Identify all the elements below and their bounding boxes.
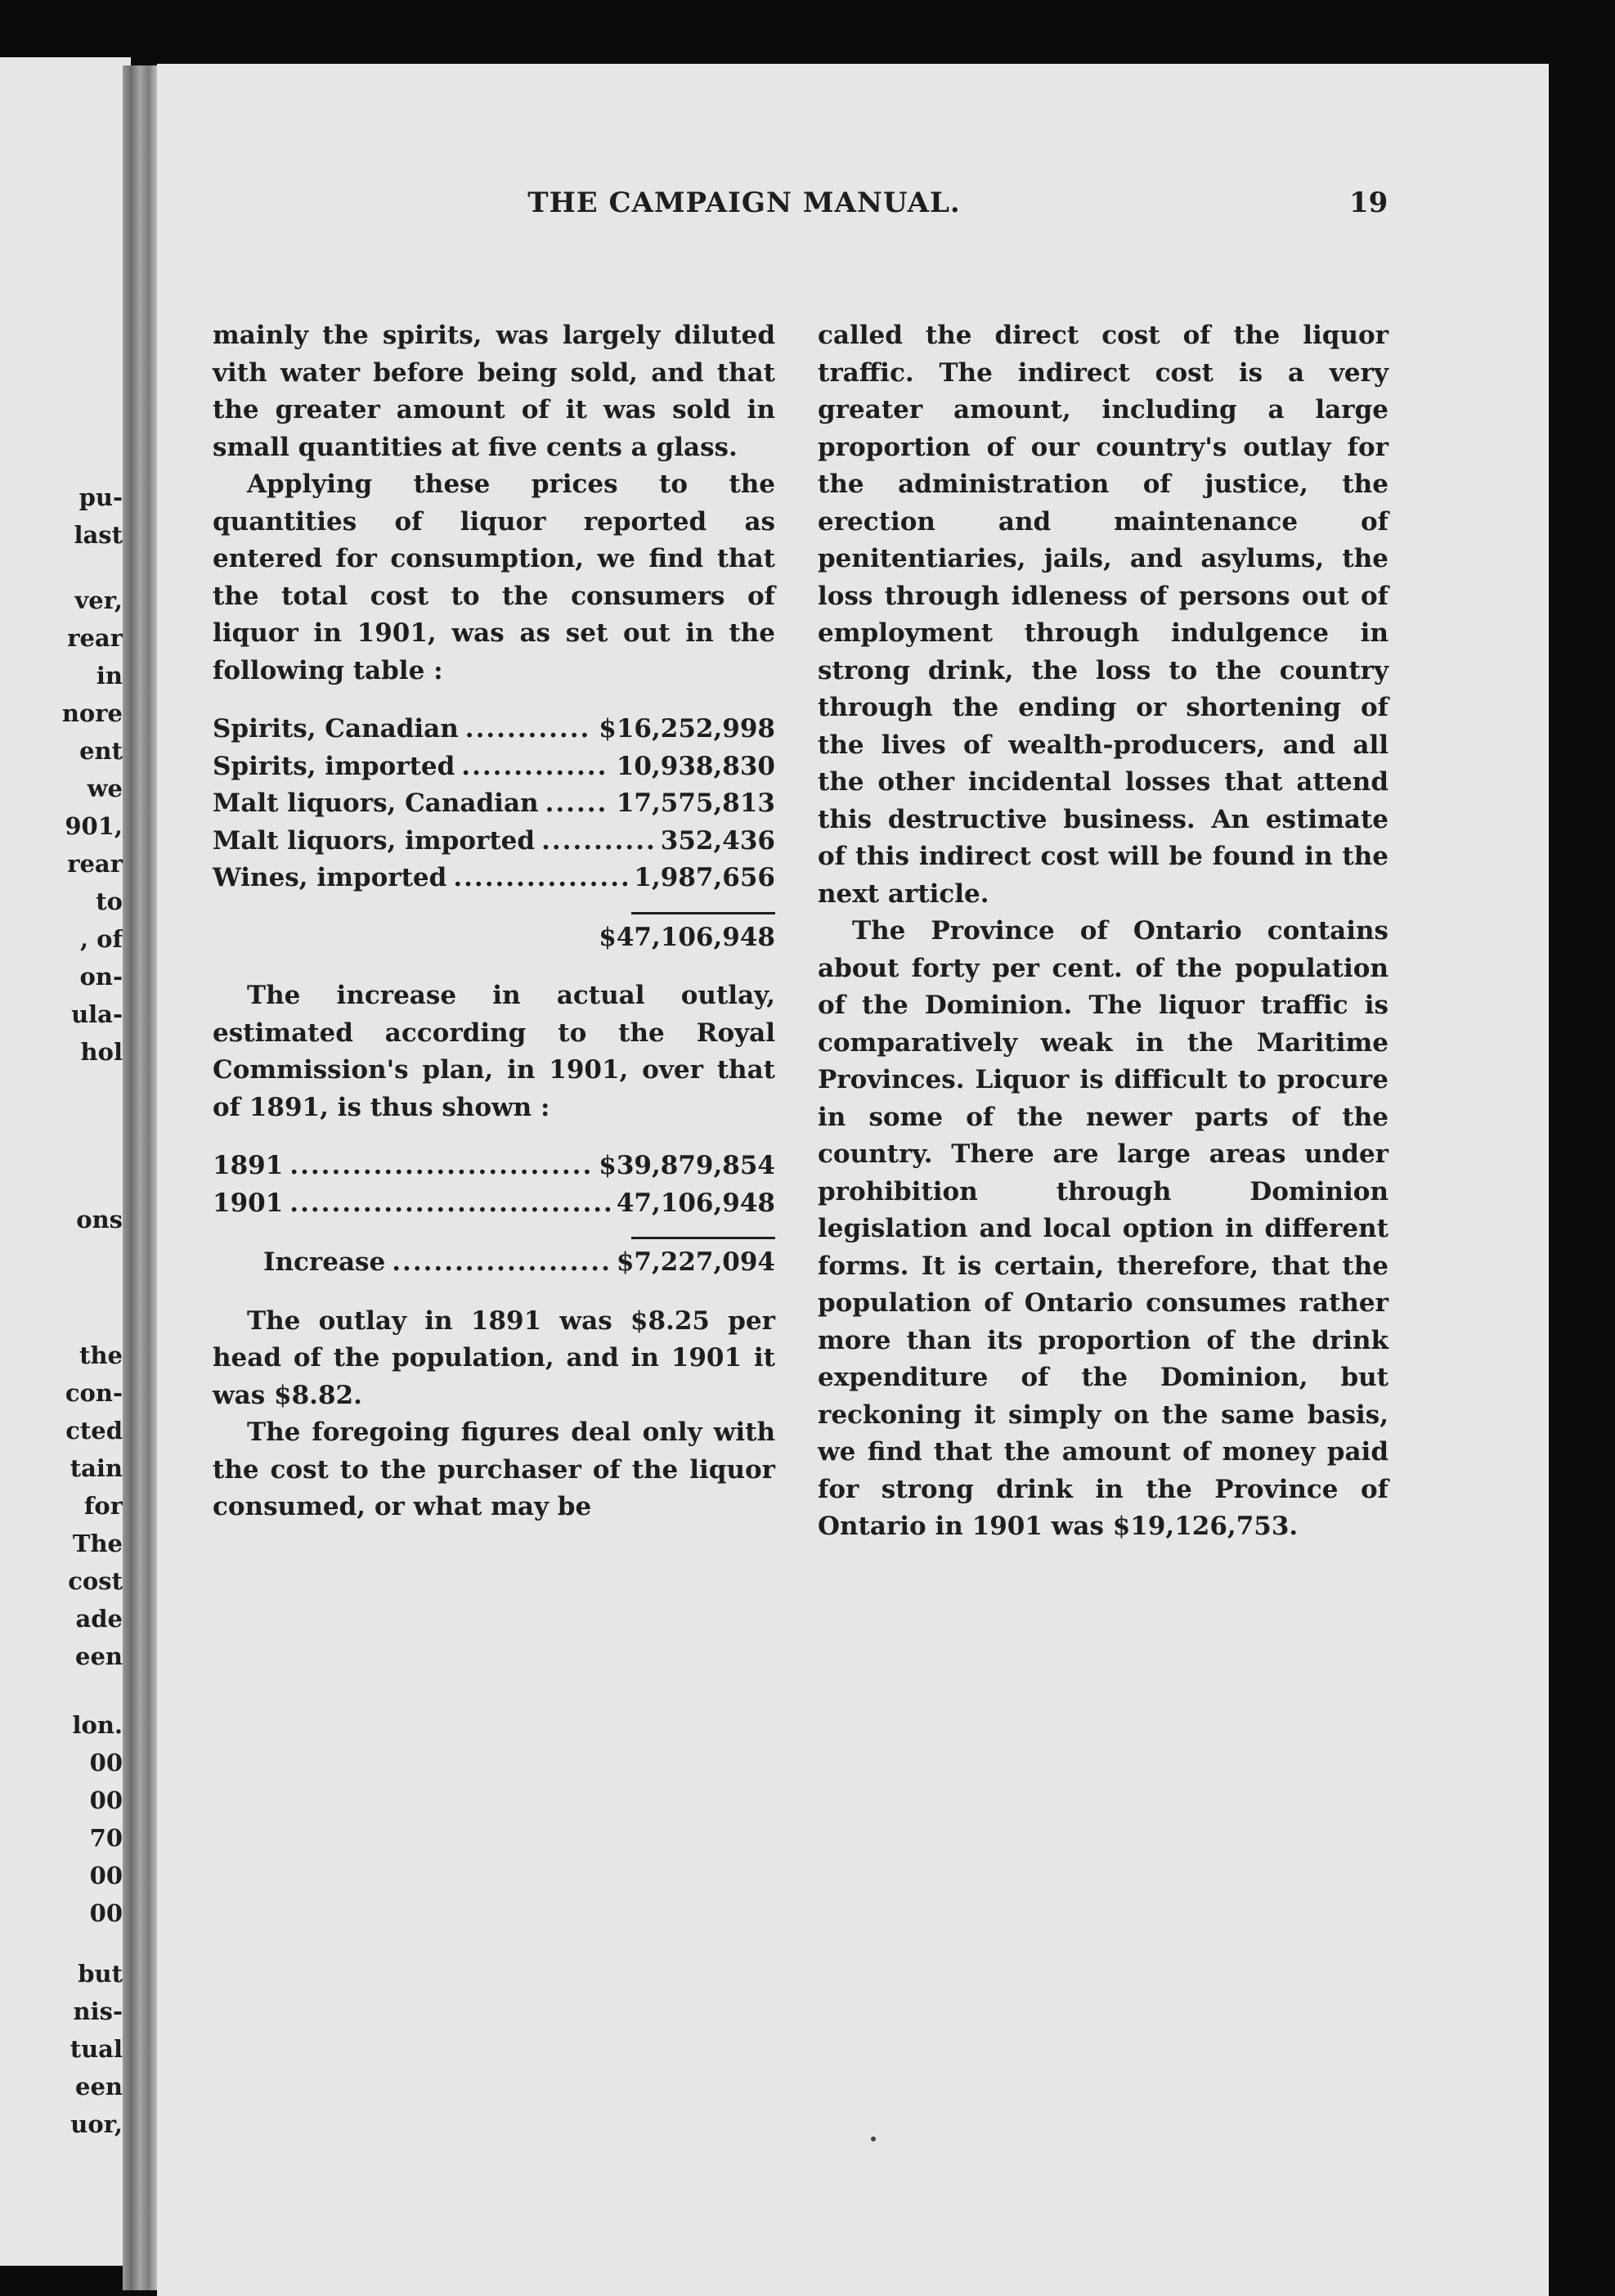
left-fragment-line: in — [96, 662, 123, 690]
left-fragment-line: rear — [67, 624, 123, 652]
row-amount: 1,987,656 — [634, 863, 775, 892]
left-fragment-line: uor, — [70, 2110, 123, 2138]
row-label: 1891 — [213, 1151, 284, 1180]
left-fragment-line: last — [74, 521, 123, 549]
sum-rule — [631, 912, 775, 914]
left-fragment-line: 901, — [65, 812, 123, 840]
left-page-fragment — [0, 57, 131, 2266]
left-fragment-line: to — [96, 887, 123, 915]
left-fragment-line: lon. — [72, 1711, 123, 1739]
left-fragment-line: con- — [65, 1379, 123, 1407]
row-amount: $39,879,854 — [599, 1151, 775, 1180]
paragraph: The foregoing figures deal only with the cost to the purchaser of the liquor consumed, or what may be — [213, 1418, 775, 1521]
left-fragment-line: ver, — [74, 586, 123, 614]
row-amount: $7,227,094 — [616, 1247, 775, 1277]
paragraph: called the direct cost of the liquor traffic. The indirect cost is a very greater amount, including a large proportion of our country's outlay for the administration of justice, the erection and maintenance of penitentiaries, jails, and asylums, the loss through idleness of persons out of employment through indulgence in strong drink, the loss to the country through the ending or shortening of the lives of wealth-producers, and all the other incidental losses that attend this destructive business. An estimate of this indirect cost will be found in the next article. — [818, 321, 1388, 909]
expenditure-table — [213, 711, 775, 956]
scan-speck — [871, 2136, 876, 2141]
row-amount: $16,252,998 — [599, 714, 775, 744]
left-fragment-line: we — [87, 775, 123, 802]
left-fragment-line: 70 — [89, 1824, 123, 1852]
row-label: Malt liquors, Canadian — [213, 789, 539, 818]
left-fragment-line: The — [72, 1530, 123, 1557]
left-fragment-line: een — [75, 2073, 123, 2101]
book-gutter — [123, 65, 157, 2290]
left-fragment-line: the — [79, 1341, 123, 1369]
left-fragment-line: een — [75, 1642, 123, 1670]
left-fragment-line: tual — [70, 2035, 123, 2063]
left-fragment-line: 00 — [89, 1749, 123, 1777]
left-fragment-line: tain — [70, 1454, 123, 1482]
table-row — [213, 748, 775, 786]
increase-row — [213, 1244, 775, 1282]
left-fragment-line: pu- — [79, 483, 123, 511]
left-fragment-line: cted — [65, 1417, 123, 1445]
left-fragment-line: rear — [67, 850, 123, 878]
row-amount: 17,575,813 — [616, 789, 775, 818]
paragraph: mainly the spirits, was largely diluted vith water before being sold, and that the greater amount of it was sold in small quantities at five cents a glass. — [213, 321, 775, 462]
left-fragment-line: 00 — [89, 1862, 123, 1889]
left-fragment-line: ent — [79, 737, 123, 765]
paragraph: The increase in actual outlay, estimated according to the Royal Commission's plan, in 1901, over that of 1891, is thus shown : — [213, 981, 775, 1122]
table-row — [213, 1185, 775, 1223]
paragraph: The outlay in 1891 was $8.25 per head of the population, and in 1901 it was $8.82. — [213, 1305, 775, 1410]
row-amount: 10,938,830 — [616, 751, 775, 781]
table-row — [213, 1148, 775, 1185]
comparison-table — [213, 1148, 775, 1282]
left-fragment-line: 00 — [89, 1899, 123, 1927]
left-fragment-line: 00 — [89, 1786, 123, 1814]
row-label: 1901 — [213, 1188, 284, 1218]
left-fragment-line: for — [83, 1492, 123, 1520]
left-fragment-line: ula- — [71, 1000, 123, 1028]
table-row — [213, 823, 775, 860]
left-fragment-line: but — [78, 1960, 123, 1988]
left-fragment-line: ons — [76, 1206, 123, 1233]
sum-rule — [631, 1237, 775, 1239]
table-total: $47,106,948 — [599, 922, 775, 952]
left-fragment-line: cost — [68, 1567, 123, 1595]
row-label: Increase — [263, 1247, 386, 1277]
paragraph: The Province of Ontario contains about forty per cent. of the population of the Dominion. The liquor traffic is comparatively weak in the Maritime Provinces. Liquor is difficult to procure in some of the newer parts of the country. There are large areas under prohibition through Dominion legislation and local option in different forms. It is certain, therefore, that the population of Ontario consumes rather more than its proportion of the drink expenditure of the Dominion, but reckoning it simply on the same basis, we find that the amount of money paid for strong drink in the Province of Ontario in 1901 was $19,126,753. — [818, 916, 1388, 1541]
running-head: THE CAMPAIGN MANUAL. — [527, 186, 961, 219]
left-fragment-line: nore — [61, 699, 123, 727]
row-label: Wines, imported — [213, 863, 447, 892]
left-column — [213, 317, 775, 1526]
table-row — [213, 785, 775, 823]
row-amount: 47,106,948 — [616, 1188, 775, 1218]
table-row — [213, 711, 775, 748]
right-column — [818, 317, 1388, 1546]
table-row — [213, 860, 775, 897]
paragraph: Applying these prices to the quantities of liquor reported as entered for consumption, we find that the total cost to the consumers of liquor in 1901, was as set out in the following table : — [213, 470, 775, 685]
left-fragment-line: nis- — [73, 1997, 123, 2025]
left-fragment-line: , of — [79, 925, 123, 953]
row-label: Spirits, Canadian — [213, 714, 459, 744]
left-fragment-line: hol — [80, 1038, 123, 1066]
page-number: 19 — [1349, 186, 1388, 219]
row-amount: 352,436 — [660, 825, 775, 856]
left-fragment-line: ade — [75, 1605, 123, 1633]
row-label: Malt liquors, imported — [213, 825, 536, 856]
left-fragment-line: on- — [79, 963, 123, 991]
row-label: Spirits, imported — [213, 751, 455, 781]
